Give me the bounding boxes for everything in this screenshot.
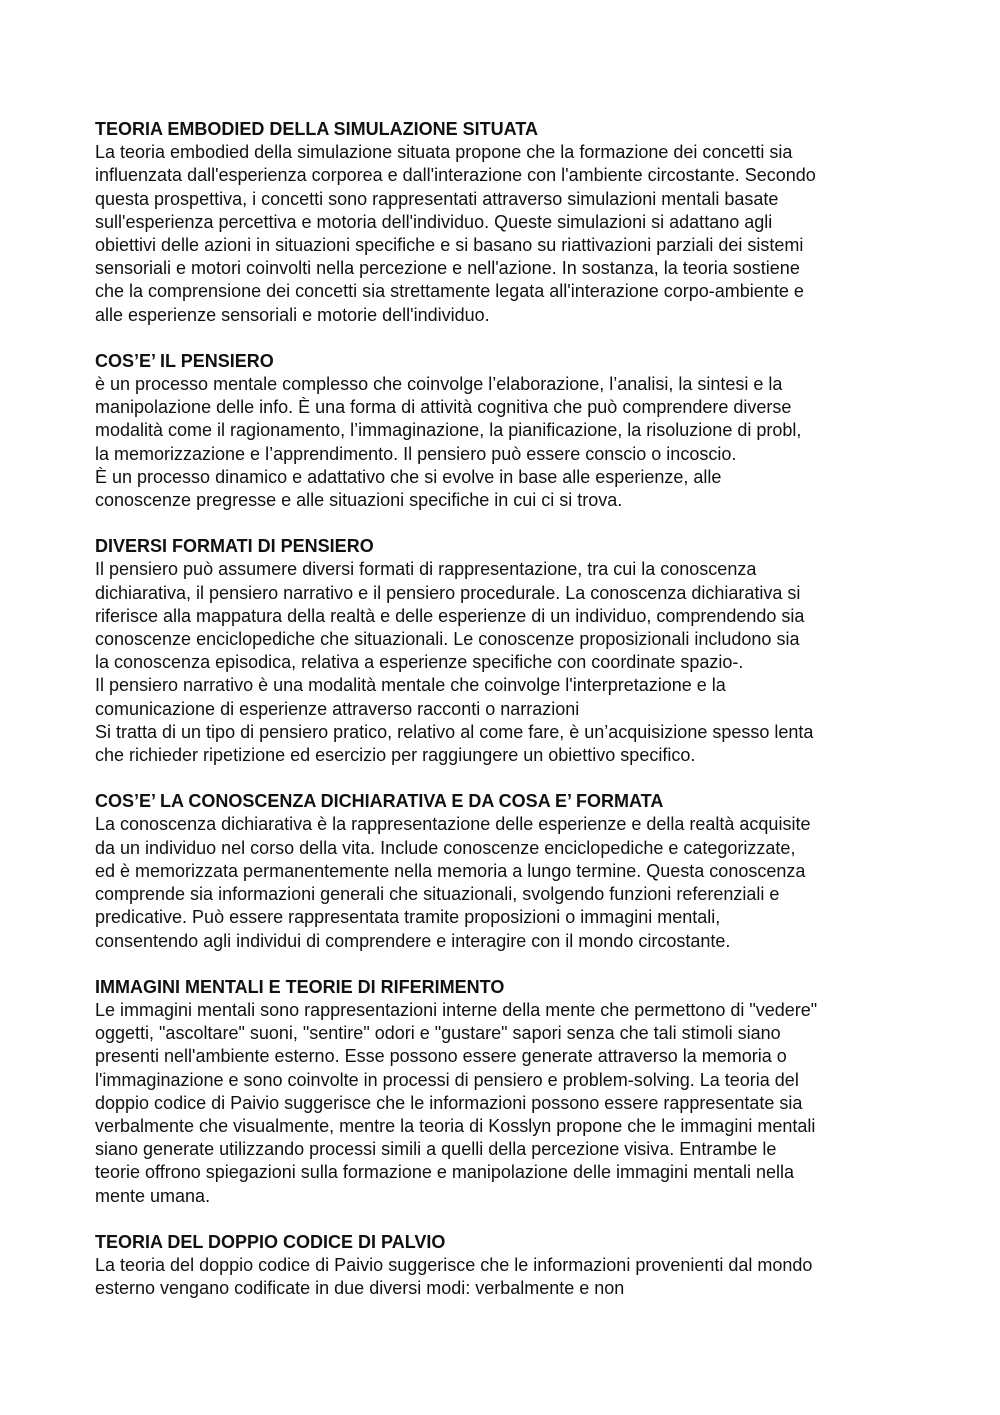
paragraph-line: che richieder ripetizione ed esercizio per raggiungere un obiettivo specifico.: [95, 745, 696, 766]
paragraph-line: comunicazione di esperienze attraverso racconti o narrazioni: [95, 698, 580, 719]
section-what-is-thought: [95, 350, 915, 512]
paragraph-line: obiettivi delle azioni in situazioni specifiche e si basano su riattivazioni parziali dei sistemi: [95, 235, 804, 256]
section-paragraph: [95, 141, 915, 327]
paragraph-line: La teoria embodied della simulazione situata propone che la formazione dei concetti sia: [95, 142, 793, 163]
section-heading: TEORIA DEL DOPPIO CODICE DI PALVIO: [95, 1231, 446, 1252]
section-thought-formats: [95, 535, 915, 767]
paragraph-line: manipolazione delle info. È una forma di attività cognitiva che può comprendere diverse: [95, 397, 792, 418]
paragraph-line: consentendo agli individui di comprendere e interagire con il mondo circostante.: [95, 930, 731, 951]
paragraph-line: la memorizzazione e l’apprendimento. Il pensiero può essere conscio o incoscio.: [95, 443, 737, 464]
paragraph-line: influenzata dall'esperienza corporea e dall'interazione con l'ambiente circostante. Secondo: [95, 165, 816, 186]
paragraph-line: da un individuo nel corso della vita. Include conoscenze enciclopediche e categorizzate,: [95, 837, 796, 858]
section-paragraph: [95, 813, 915, 952]
section-heading: IMMAGINI MENTALI E TEORIE DI RIFERIMENTO: [95, 976, 505, 997]
section-mental-images: [95, 976, 915, 1208]
paragraph-line: oggetti, "ascoltare" suoni, "sentire" odori e "gustare" sapori senza che tali stimoli siano: [95, 1023, 781, 1044]
section-heading: COS’E’ LA CONOSCENZA DICHIARATIVA E DA COSA E’ FORMATA: [95, 791, 664, 812]
section-embodied-theory: [95, 118, 915, 327]
section-dual-code-theory: [95, 1231, 915, 1301]
paragraph-line: È un processo dinamico e adattativo che si evolve in base alle esperienze, alle: [95, 466, 722, 487]
paragraph-line: La conoscenza dichiarativa è la rappresentazione delle esperienze e della realtà acquisite: [95, 814, 811, 835]
section-declarative-knowledge: [95, 790, 915, 952]
section-heading: COS’E’ IL PENSIERO: [95, 350, 274, 371]
paragraph-line: è un processo mentale complesso che coinvolge l’elaborazione, l’analisi, la sintesi e la: [95, 374, 783, 395]
paragraph-line: Le immagini mentali sono rappresentazioni interne della mente che permettono di "vedere": [95, 999, 818, 1020]
paragraph-line: esterno vengano codificate in due diversi modi: verbalmente e non: [95, 1278, 625, 1299]
section-paragraph: [95, 1254, 915, 1300]
paragraph-line: l'immaginazione e sono coinvolte in processi di pensiero e problem-solving. La teoria del: [95, 1069, 799, 1090]
paragraph-line: che la comprensione dei concetti sia strettamente legata all'interazione corpo-ambiente e: [95, 281, 804, 302]
section-heading: TEORIA EMBODIED DELLA SIMULAZIONE SITUATA: [95, 119, 538, 139]
paragraph-line: dichiarativa, il pensiero narrativo e il pensiero procedurale. La conoscenza dichiarativa si: [95, 582, 801, 603]
section-heading: DIVERSI FORMATI DI PENSIERO: [95, 536, 374, 557]
paragraph-line: La teoria del doppio codice di Paivio suggerisce che le informazioni provenienti dal mondo: [95, 1254, 813, 1275]
paragraph-line: sull'esperienza percettiva e motoria dell'individuo. Queste simulazioni si adattano agli: [95, 211, 773, 232]
paragraph-line: la conoscenza episodica, relativa a esperienze specifiche con coordinate spazio-.: [95, 652, 744, 673]
paragraph-line: Il pensiero narrativo è una modalità mentale che coinvolge l'interpretazione e la: [95, 675, 726, 696]
paragraph-line: modalità come il ragionamento, l’immaginazione, la pianificazione, la risoluzione di probl,: [95, 420, 802, 441]
paragraph-line: conoscenze enciclopediche che situazionali. Le conoscenze proposizionali includono sia: [95, 629, 800, 650]
paragraph-line: siano generate utilizzando processi simili a quelli della percezione visiva. Entrambe le: [95, 1139, 777, 1160]
paragraph-line: Il pensiero può assumere diversi formati di rappresentazione, tra cui la conoscenza: [95, 559, 757, 580]
paragraph-line: predicative. Può essere rappresentata tramite proposizioni o immagini mentali,: [95, 907, 721, 928]
paragraph-line: questa prospettiva, i concetti sono rappresentati attraverso simulazioni mentali basate: [95, 188, 779, 209]
paragraph-line: sensoriali e motori coinvolti nella percezione e nell'azione. In sostanza, la teoria sostiene: [95, 258, 800, 279]
paragraph-line: teorie offrono spiegazioni sulla formazione e manipolazione delle immagini mentali nella: [95, 1162, 795, 1183]
paragraph-line: verbalmente che visualmente, mentre la teoria di Kosslyn propone che le immagini mentali: [95, 1115, 816, 1136]
paragraph-line: doppio codice di Paivio suggerisce che le informazioni possono essere rappresentate sia: [95, 1092, 803, 1113]
paragraph-line: Si tratta di un tipo di pensiero pratico, relativo al come fare, è un’acquisizione spesso lenta: [95, 721, 814, 742]
paragraph-line: comprende sia informazioni generali che situazionali, svolgendo funzioni referenziali e: [95, 884, 780, 905]
paragraph-line: riferisce alla mappatura della realtà e delle esperienze di un individuo, comprendendo sia: [95, 605, 805, 626]
document-page: [95, 118, 915, 1323]
paragraph-line: alle esperienze sensoriali e motorie dell'individuo.: [95, 304, 490, 325]
section-paragraph: [95, 373, 915, 512]
paragraph-line: presenti nell'ambiente esterno. Esse possono essere generate attraverso la memoria o: [95, 1046, 787, 1067]
paragraph-line: conoscenze pregresse e alle situazioni specifiche in cui ci si trova.: [95, 490, 623, 511]
section-paragraph: [95, 999, 915, 1208]
section-paragraph: [95, 558, 915, 767]
paragraph-line: mente umana.: [95, 1185, 211, 1206]
paragraph-line: ed è memorizzata permanentemente nella memoria a lungo termine. Questa conoscenza: [95, 860, 806, 881]
